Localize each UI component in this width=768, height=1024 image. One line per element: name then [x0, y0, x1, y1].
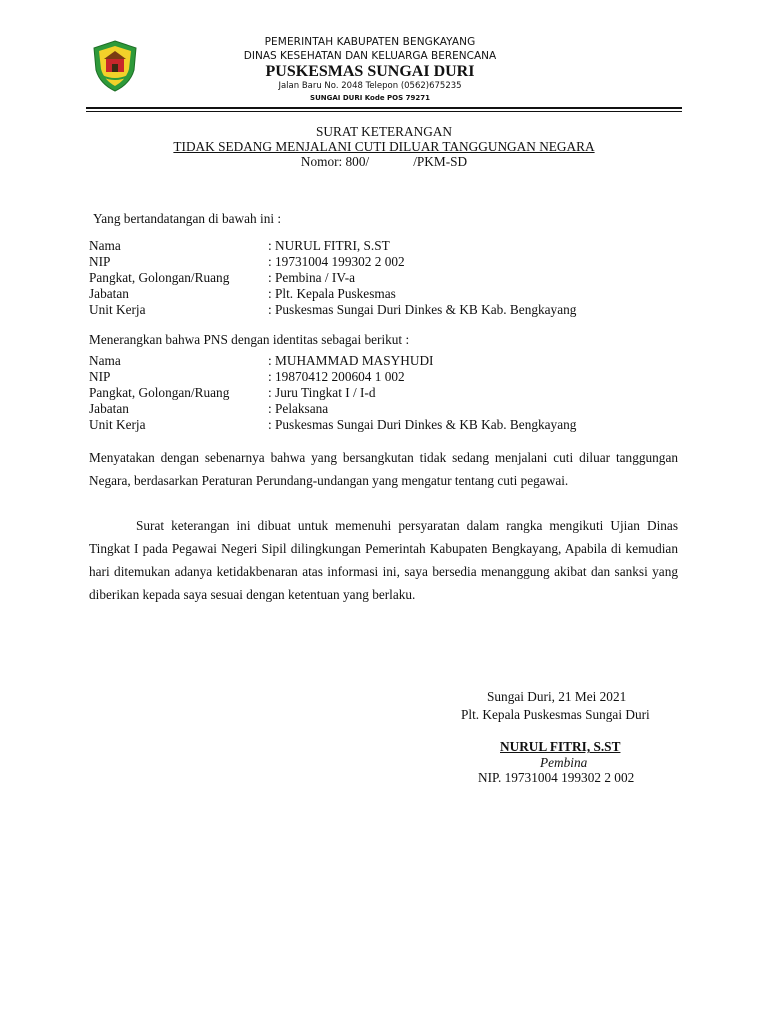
- statement-paragraph: Menyatakan dengan sebenarnya bahwa yang bersangkutan tidak sedang menjalani cuti diluar tanggungan Negara, berdasarkan Peraturan Perundang-undangan yang mengatur tentang cuti pegawai.: [89, 450, 678, 488]
- letter-number: [0, 154, 768, 170]
- field-value: : 19731004 199302 2 002: [268, 254, 405, 269]
- letter-number-prefix: Nomor: 800/: [300, 154, 370, 169]
- letterhead-divider-thin: [86, 111, 682, 112]
- field-value: : Pelaksana: [268, 401, 329, 416]
- letter-number-suffix: /PKM-SD: [413, 154, 468, 169]
- regency-emblem-icon: [92, 40, 138, 92]
- field-label: NIP: [89, 369, 111, 384]
- letterhead-institution: PUSKESMAS SUNGAI DURI: [265, 63, 475, 80]
- field-label: Nama: [89, 353, 121, 368]
- field-value: : Juru Tingkat I / I-d: [268, 385, 376, 400]
- letter-subtitle: TIDAK SEDANG MENJALANI CUTI DILUAR TANGGUNGAN NEGARA: [173, 139, 595, 154]
- letterhead-government: PEMERINTAH KABUPATEN BENGKAYANG: [264, 36, 476, 48]
- field-value: : Pembina / IV-a: [268, 270, 356, 285]
- field-label: Jabatan: [89, 286, 129, 301]
- field-label: Nama: [89, 238, 121, 253]
- field-label: Pangkat, Golongan/Ruang: [89, 385, 230, 400]
- subject-intro-text: Menerangkan bahwa PNS dengan identitas sebagai berikut :: [89, 332, 410, 347]
- signature-position: Plt. Kepala Puskesmas Sungai Duri: [461, 707, 650, 722]
- field-label: Jabatan: [89, 401, 129, 416]
- field-value: : MUHAMMAD MASYHUDI: [268, 353, 434, 368]
- intro-text: Yang bertandatangan di bawah ini :: [93, 211, 282, 226]
- field-value: : Puskesmas Sungai Duri Dinkes & KB Kab. Bengkayang: [268, 302, 577, 317]
- field-label: Unit Kerja: [89, 302, 146, 317]
- letterhead-divider: [86, 107, 682, 109]
- field-value: : Puskesmas Sungai Duri Dinkes & KB Kab. Bengkayang: [268, 417, 577, 432]
- field-label: Unit Kerja: [89, 417, 146, 432]
- field-value: : 19870412 200604 1 002: [268, 369, 405, 384]
- signature-place-date: Sungai Duri, 21 Mei 2021: [487, 689, 627, 704]
- letterhead-postcode: SUNGAI DURI Kode POS 79271: [310, 94, 430, 102]
- letterhead-address: Jalan Baru No. 2048 Telepon (0562)675235: [278, 81, 462, 91]
- purpose-paragraph: Surat keterangan ini dibuat untuk memenuhi persyaratan dalam rangka mengikuti Ujian Dinas Tingkat I pada Pegawai Negeri Sipil dilingkungan Pemerintah Kabupaten Bengkayang, Apabila di kemudian hari ditemukan adanya ketidakbenaran atas informasi ini, saya bersedia menanggung akibat dan sanksi yang diberikan kepada saya sesuai dengan ketentuan yang berlaku.: [89, 518, 678, 602]
- signature-rank: Pembina: [540, 755, 588, 770]
- letter-title: SURAT KETERANGAN: [315, 124, 453, 139]
- field-value: : NURUL FITRI, S.ST: [268, 238, 390, 253]
- field-value: : Plt. Kepala Puskesmas: [268, 286, 396, 301]
- letterhead-department: DINAS KESEHATAN DAN KELUARGA BERENCANA: [243, 50, 497, 62]
- field-label: NIP: [89, 254, 111, 269]
- signature-nip: NIP. 19731004 199302 2 002: [478, 770, 635, 785]
- signature-name: NURUL FITRI, S.ST: [500, 739, 621, 754]
- field-label: Pangkat, Golongan/Ruang: [89, 270, 230, 285]
